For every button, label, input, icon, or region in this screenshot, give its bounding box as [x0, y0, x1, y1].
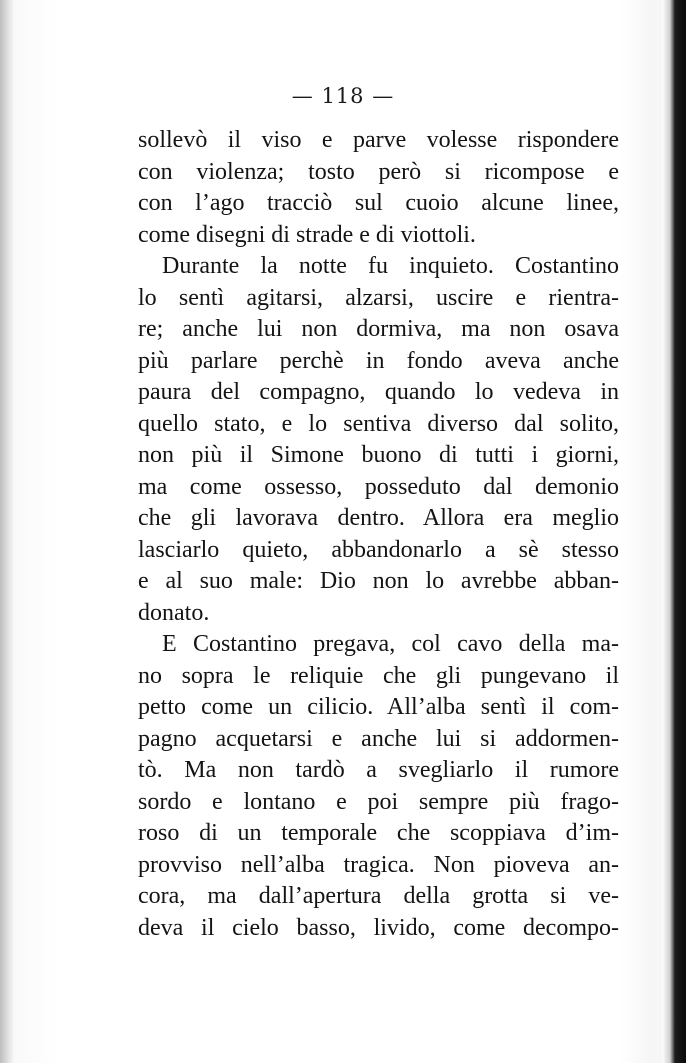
text-line: lo sentì agitarsi, alzarsi, uscire e rientra- — [138, 284, 619, 311]
text-line: re; anche lui non dormiva, ma non osava — [138, 316, 619, 342]
text-line: quello stato, e lo sentiva diverso dal solito, — [138, 410, 619, 437]
text-line: come disegni di strade e di viottoli. — [138, 221, 476, 248]
text-line-split: cora, ma dall’apertura della grotta si ve- — [138, 883, 619, 909]
text-line: pagno acquetarsi e anche lui si addormen- — [138, 725, 619, 752]
page-edge — [662, 0, 686, 1063]
text-line: e al suo male: Dio non lo avrebbe abban- — [138, 568, 619, 594]
text-line: petto come un cilicio. All’alba sentì il com- — [138, 694, 619, 720]
text-line: roso di un temporale che scoppiava d’im- — [138, 820, 619, 846]
text-line-split: deva il cielo basso, livido, come decompo- — [138, 914, 619, 941]
text-line: lasciarlo quieto, abbandonarlo a sè stesso — [138, 536, 619, 563]
text-line: donato. — [138, 599, 210, 626]
text-line: no sopra le reliquie che gli pungevano il — [138, 662, 619, 689]
text-line: ma come ossesso, posseduto dal demonio — [138, 473, 619, 500]
text-line: non più il Simone buono di tutti i giorni, — [138, 442, 619, 468]
binding-shadow — [0, 0, 14, 1063]
text-line: più parlare perchè in fondo aveva anche — [138, 347, 619, 374]
paragraph-start-line: E Costantino pregava, col cavo della ma- — [162, 631, 619, 657]
text-line: paura del compagno, quando lo vedeva in — [138, 379, 619, 405]
text-line: tò. Ma non tardò a svegliarlo il rumore — [138, 757, 619, 783]
text-line: che gli lavorava dentro. Allora era meglio — [138, 505, 619, 531]
text-line: provviso nell’alba tragica. Non pioveva an- — [138, 851, 619, 878]
text-line: sollevò il viso e parve volesse rispondere — [138, 127, 619, 153]
text-line: con violenza; tosto però si ricompose e — [138, 158, 619, 185]
text-line: con l’ago tracciò sul cuoio alcune linee, — [138, 190, 619, 216]
text-line: sordo e lontano e poi sempre più frago- — [138, 788, 619, 815]
paragraph-start-line: Durante la notte fu inquieto. Costantino — [162, 253, 619, 279]
body-text — [138, 125, 619, 944]
page-number: — 118 — — [291, 84, 395, 108]
